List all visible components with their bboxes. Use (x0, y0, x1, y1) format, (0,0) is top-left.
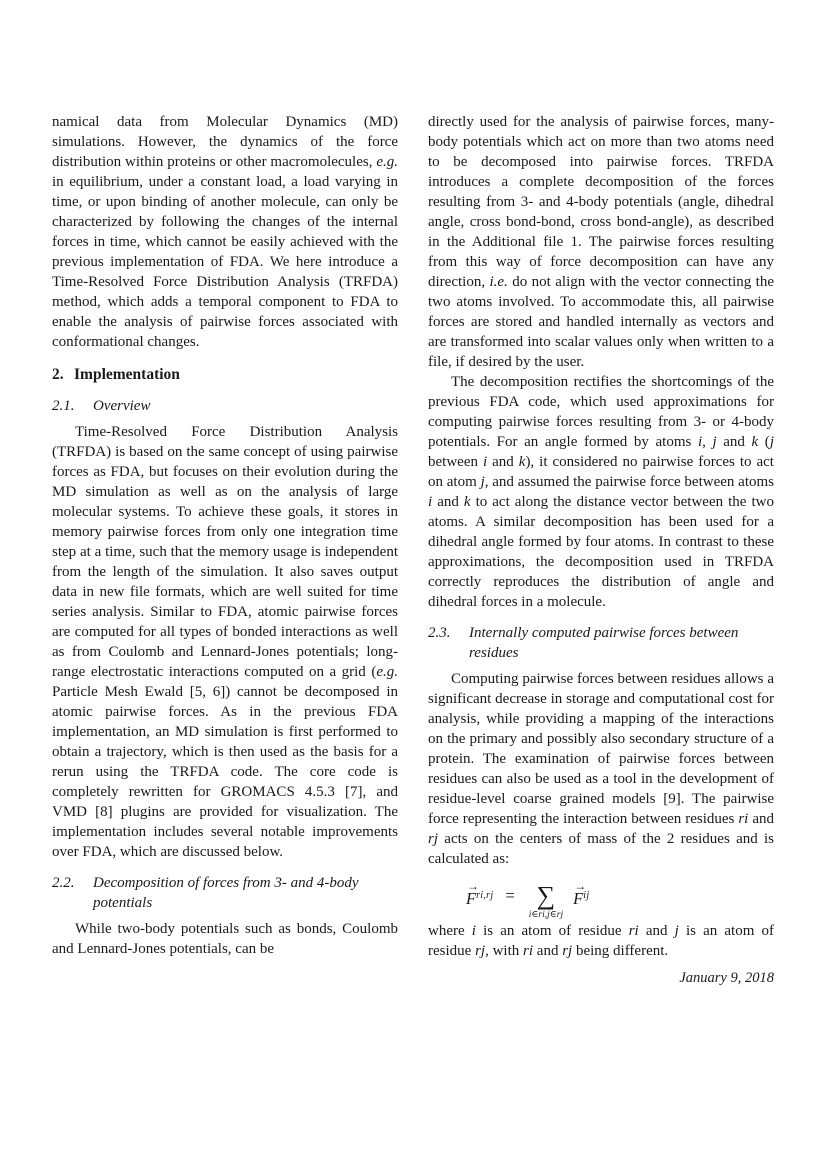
left-column (52, 112, 398, 988)
vector-arrow-icon: → (574, 879, 587, 894)
pairwise-force-equation (466, 878, 774, 920)
rectification-paragraph: The decomposition rectifies the shortcomings of the previous FDA code, which used approximations for computing pairwise forces resulting from 3- or 4-body potentials. For an angle formed by atoms i, j and k (j between i and k), it considered no pairwise forces to act on atom j, and assumed the pairwise force between atoms i and k to act along the distance vector between the two atoms. A similar decomposition has been used for a dihedral angle formed by four atoms. In contrast to these approximations, the decomposition used in TRFDA correctly reproduces the distribution of angle and dihedral forces in a molecule. (428, 374, 774, 610)
subsection-title: Internally computed pairwise forces between residues (469, 625, 739, 661)
two-column-layout (52, 112, 774, 988)
vector-arrow-icon: → (467, 879, 480, 894)
where-paragraph: where i is an atom of residue ri and j is an atom of residue rj, with ri and rj being different. (428, 923, 774, 959)
section-number: 2. (52, 366, 64, 383)
intro-continuation-paragraph: namical data from Molecular Dynamics (MD) simulations. However, the dynamics of the force distribution within proteins or other macromolecules, e.g. in equilibrium, under a constant load, a load varying in time, or upon binding of another molecule, can only be characterized by following the changes of the internal forces in time, which cannot be easily achieved with the previous implementation of FDA. We here introduce a Time-Resolved Force Distribution Analysis (TRFDA) method, which adds a temporal component to FDA to enable the analysis of pairwise forces associated with conformational changes. (52, 114, 398, 350)
sum-symbol: ∑ (536, 881, 556, 910)
subsection-heading-decomposition (52, 873, 398, 913)
residues-paragraph: Computing pairwise forces between residues allows a significant decrease in storage and computational cost for analysis, while providing a mapping of the interactions on the primary and possibly also secondary structure of a protein. The examination of pairwise forces between residues can also be used as a tool in the development of residue-level coarse grained models [9]. The pairwise force representing the interaction between residues ri and rj acts on the centers of mass of the 2 residues and is calculated as: (428, 671, 774, 867)
equation-rhs-subscript: ij (583, 890, 590, 901)
subsection-heading-overview (52, 396, 398, 416)
subsection-heading-internal-forces (428, 623, 774, 663)
summation (528, 881, 564, 920)
vector-F-lhs (466, 879, 480, 909)
subsection-number: 2.2. (52, 875, 75, 891)
subsection-title: Overview (93, 398, 151, 414)
equation-rhs-base: F (573, 889, 584, 909)
section-title: Implementation (74, 366, 180, 383)
equation-lhs-subscript: ri,rj (476, 890, 494, 901)
equation-lhs-base: F (466, 889, 477, 909)
revision-date: January 9, 2018 (679, 970, 774, 986)
decomposition-continuation-paragraph: directly used for the analysis of pairwise forces, many-body potentials which act on more than two atoms need to be decomposed into pairwise forces. TRFDA introduces a complete decomposition of the forces resulting from 3- and 4-body potentials (angle, dihedral angle, cross bond-bond, cross bond-angle), as described in the Additional file 1. The pairwise forces resulting from this way of force decomposition can have any direction, i.e. do not align with the vector connecting the two atoms involved. To accommodate this, all pairwise forces are stored and handled internally as vectors and are transformed into scalar values only when written to a file, if desired by the user. (428, 114, 774, 370)
sum-limits: i∈ri,j∈rj (528, 910, 564, 920)
right-column (428, 112, 774, 988)
decomposition-paragraph: While two-body potentials such as bonds, Coulomb and Lennard-Jones potentials, can be (52, 921, 398, 957)
subsection-title: Decomposition of forces from 3- and 4-body potentials (93, 875, 359, 911)
subsection-number: 2.1. (52, 398, 75, 414)
overview-paragraph: Time-Resolved Force Distribution Analysis (TRFDA) is based on the same concept of using pairwise forces as FDA, but focuses on their evolution during the MD simulation as well as on the analysis of large molecular systems. To achieve these goals, it stores in memory pairwise forces from only one integration time step at a time, such that the memory usage is independent from the length of the simulation. It also saves output data in new file formats, which are well suited for time series analysis. Similar to FDA, atomic pairwise forces are computed for all types of bonded interactions as well as from Coulomb and Lennard-Jones potentials; long-range electrostatic interactions computed on a grid (e.g. Particle Mesh Ewald [5, 6]) cannot be decomposed in atomic pairwise forces. As in the previous FDA implementation, an MD simulation is first performed to obtain a trajectory, which is then used as the basis for a rerun using the TRFDA code. The core code is completely rewritten for GROMACS 4.5.3 [7], and VMD [8] plugins are provided for visualization. The implementation includes several notable improvements over FDA, which are discussed below. (52, 424, 398, 860)
equals-sign: = (505, 885, 515, 905)
section-heading-implementation (52, 365, 398, 385)
subsection-number: 2.3. (428, 625, 451, 641)
